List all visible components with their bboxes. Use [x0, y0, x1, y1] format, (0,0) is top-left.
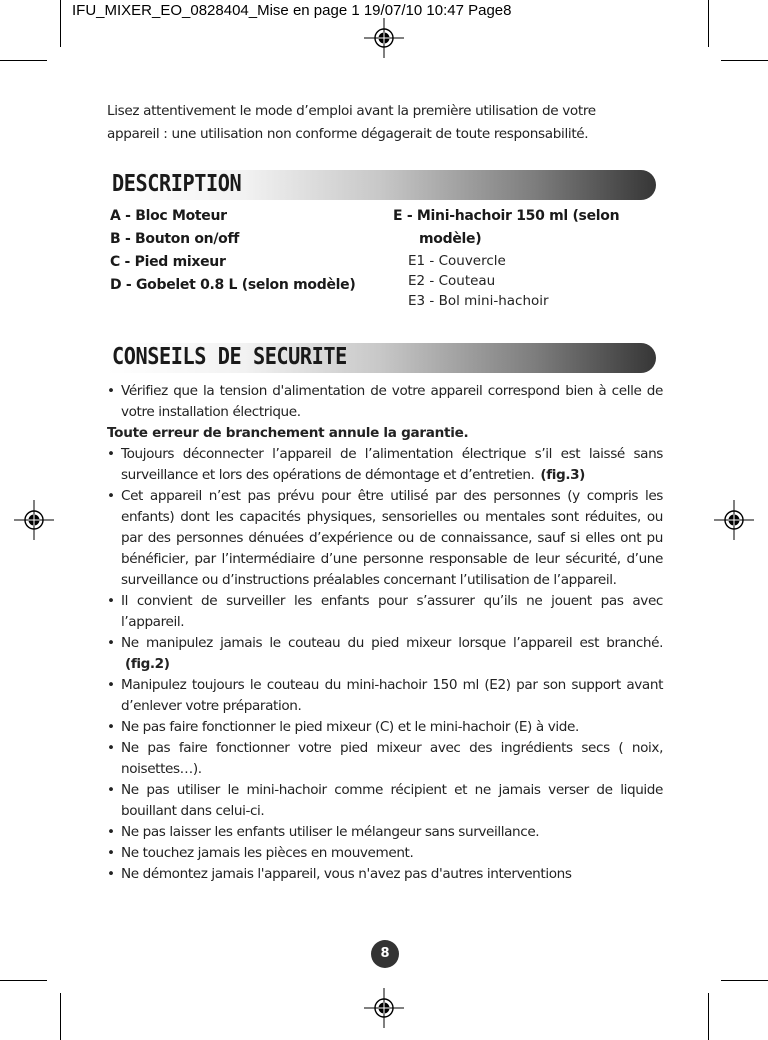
description-item-c: C - Pied mixeur: [110, 254, 226, 270]
safety-bullet-10-text: Ne pas laisser les enfants utiliser le mélangeur sans surveillance.: [121, 824, 540, 840]
fig-reference: (fig.2): [125, 656, 170, 672]
bullet-icon: •: [107, 677, 115, 693]
print-slug: IFU_MIXER_EO_0828404_Mise en page 1 19/07/10 10:47 Page8: [72, 2, 512, 19]
intro-paragraph: [107, 100, 662, 146]
safety-bullet-9-text: Ne pas utiliser le mini-hachoir comme récipient et ne jamais verser de liquide bouillant dans celui-ci.: [121, 782, 663, 819]
safety-bullet-5: [107, 633, 663, 675]
safety-bullet-12-text: Ne démontez jamais l'appareil, vous n'avez pas d'autres interventions: [121, 866, 572, 882]
safety-bullet-2-text: Toujours déconnecter l’appareil de l’alimentation électrique s’il est laissé sans surveillance et lors des opérations de démontage et d’entretien.: [121, 446, 663, 483]
description-item-a: A - Bloc Moteur: [110, 208, 227, 224]
registration-mark-bottom-icon: [364, 988, 404, 1028]
bullet-icon: •: [107, 635, 115, 651]
description-title: DESCRIPTION: [112, 171, 242, 197]
safety-bullet-2: [107, 444, 663, 486]
crop-mark-top-left-v: [60, 0, 61, 47]
safety-bullet-4: [107, 591, 663, 633]
safety-bullet-11-text: Ne touchez jamais les pièces en mouvement.: [121, 845, 414, 861]
crop-mark-top-left-h: [0, 60, 47, 61]
safety-bullet-12: [107, 864, 663, 885]
description-sub-item-e3: E3 - Bol mini-hachoir: [408, 293, 549, 309]
crop-mark-bottom-right-v: [708, 993, 709, 1040]
safety-bullet-5-text: Ne manipulez jamais le couteau du pied mixeur lorsque l’appareil est branché.: [121, 635, 663, 651]
intro-line-2: appareil : une utilisation non conforme dégagerait de toute responsabilité.: [107, 126, 589, 142]
safety-bullet-6-text: Manipulez toujours le couteau du mini-hachoir 150 ml (E2) par son support avant d’enlever votre préparation.: [121, 677, 663, 714]
description-item-e: E - Mini-hachoir 150 ml (selon: [393, 208, 620, 224]
description-sub-items: [393, 251, 619, 311]
safety-title: CONSEILS DE SECURITE: [112, 344, 347, 370]
safety-bullet-4-text: Il convient de surveiller les enfants pour s’assurer qu’ils ne jouent pas avec l’appareil.: [121, 593, 663, 630]
bullet-icon: •: [107, 383, 115, 399]
crop-mark-bottom-left-v: [60, 993, 61, 1040]
registration-mark-right-icon: [714, 500, 754, 540]
crop-mark-bottom-left-h: [0, 980, 47, 981]
description-sub-item-e2: E2 - Couteau: [408, 273, 496, 289]
registration-mark-top-icon: [364, 18, 404, 58]
description-item-d: D - Gobelet 0.8 L (selon modèle): [110, 277, 356, 293]
bullet-icon: •: [107, 446, 115, 462]
description-item-e-cont: modèle): [419, 231, 482, 247]
registration-mark-left-icon: [14, 500, 54, 540]
fig-reference: (fig.3): [540, 467, 585, 483]
safety-bullet-8-text: Ne pas faire fonctionner votre pied mixeur avec des ingrédients secs ( noix, noisettes…).: [121, 740, 663, 777]
bullet-icon: •: [107, 782, 115, 798]
description-sub-item-e1: E1 - Couvercle: [408, 253, 506, 269]
bullet-icon: •: [107, 740, 115, 756]
bullet-icon: •: [107, 593, 115, 609]
safety-bullet-9: [107, 780, 663, 822]
safety-bullet-7: [107, 717, 663, 738]
description-right-column: [393, 205, 619, 311]
bullet-icon: •: [107, 866, 115, 882]
crop-mark-top-right-v: [708, 0, 709, 47]
bullet-icon: •: [107, 488, 115, 504]
safety-bullet-3-text: Cet appareil n’est pas prévu pour être utilisé par des personnes (y compris les enfants) dont les capacités physiques, sensorielles ou mentales sont réduites, ou par des personnes dénuées d’expérience ou de connaissance, sauf si elles ont pu bénéficier, par l’intermédiaire d’une personne responsable de leur sécurité, d’une surveillance ou d’instructions préalables concernant l’utilisation de l’appareil.: [121, 488, 663, 588]
safety-bullet-3: [107, 486, 663, 591]
safety-bullet-8: [107, 738, 663, 780]
bullet-icon: •: [107, 824, 115, 840]
description-item-b: B - Bouton on/off: [110, 231, 240, 247]
safety-bullet-6: [107, 675, 663, 717]
page-number-badge: 8: [371, 940, 399, 968]
description-left-column: [110, 205, 355, 297]
safety-bullet-7-text: Ne pas faire fonctionner le pied mixeur (C) et le mini-hachoir (E) à vide.: [121, 719, 579, 735]
safety-bullet-1: [107, 381, 663, 423]
safety-bullet-10: [107, 822, 663, 843]
bullet-icon: •: [107, 845, 115, 861]
crop-mark-top-right-h: [721, 60, 768, 61]
intro-line-1: Lisez attentivement le mode d’emploi avant la première utilisation de votre: [107, 103, 596, 119]
safety-bullet-1-text: Vérifiez que la tension d'alimentation de votre appareil correspond bien à celle de votre installation électrique.: [121, 383, 663, 420]
bullet-icon: •: [107, 719, 115, 735]
crop-mark-bottom-right-h: [721, 980, 768, 981]
safety-warning: Toute erreur de branchement annule la garantie.: [107, 425, 469, 441]
safety-bullet-11: [107, 843, 663, 864]
safety-list: [107, 381, 663, 885]
